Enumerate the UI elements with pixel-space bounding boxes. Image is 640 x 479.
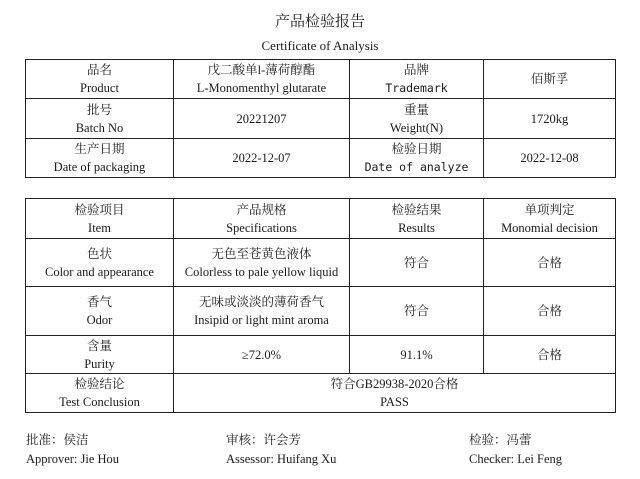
table-row xyxy=(26,60,616,99)
header-decision xyxy=(484,199,616,239)
conclusion-row xyxy=(26,374,616,413)
assessor-en: Assessor: Huifang Xu xyxy=(226,452,337,466)
conclusion-value-cn: 符合GB29938-2020合格 xyxy=(330,377,459,391)
header-item-cn: 检验项目 xyxy=(74,202,125,217)
row-item xyxy=(26,239,174,287)
approver-signature xyxy=(26,431,119,469)
product-value-en: L-Monomenthyl glutarate xyxy=(196,81,327,95)
production-date-value: 2022-12-07 xyxy=(174,139,350,178)
product-label-en: Product xyxy=(80,81,119,95)
brand-label xyxy=(350,60,484,99)
approver-en: Approver: Jie Hou xyxy=(26,452,120,466)
header-decision-en: Monomial decision xyxy=(501,220,598,235)
header-spec-cn: 产品规格 xyxy=(236,202,287,217)
analyze-date-value: 2022-12-08 xyxy=(484,139,616,178)
header-results xyxy=(350,199,484,239)
row-item xyxy=(26,287,174,336)
row-spec-cn: 无色至苍黄色液体 xyxy=(211,246,312,261)
checker-signature xyxy=(469,431,562,469)
checker-en: Checker: Lei Feng xyxy=(469,452,563,466)
brand-label-cn: 品牌 xyxy=(403,63,429,77)
batch-label-cn: 批号 xyxy=(86,102,112,117)
row-result: 91.1% xyxy=(350,336,484,374)
weight-label xyxy=(350,99,484,139)
weight-value: 1720kg xyxy=(484,99,616,139)
product-value xyxy=(174,60,350,99)
conclusion-value-en: PASS xyxy=(380,395,409,409)
table-row xyxy=(26,139,616,178)
analyze-date-label-cn: 检验日期 xyxy=(391,142,442,156)
assessor-cn: 审核：许会芳 xyxy=(226,433,302,447)
row-item-cn: 香气 xyxy=(86,295,112,309)
row-spec-en: Colorless to pale yellow liquid xyxy=(184,264,339,279)
production-date-label-en: Date of packaging xyxy=(53,160,146,174)
brand-value: 佰斯孚 xyxy=(484,60,616,99)
header-result-cn: 检验结果 xyxy=(391,202,442,217)
batch-value: 20221207 xyxy=(174,99,350,139)
product-label xyxy=(26,60,174,99)
row-item-cn: 含量 xyxy=(86,338,112,353)
header-spec-en: Specifications xyxy=(226,220,297,235)
row-item-en: Color and appearance xyxy=(45,264,154,279)
conclusion-label-en: Test Conclusion xyxy=(59,395,140,409)
row-spec-cn: 无味或淡淡的薄荷香气 xyxy=(198,295,324,309)
analyze-date-label-en: Date of analyze xyxy=(364,160,469,174)
row-spec-en: Insipid or light mint aroma xyxy=(194,313,329,327)
batch-label-en: Batch No xyxy=(75,120,124,135)
production-date-label-cn: 生产日期 xyxy=(74,142,125,156)
row-decision: 合格 xyxy=(484,287,616,336)
table-row xyxy=(26,99,616,139)
header-result-en: Results xyxy=(398,220,435,235)
weight-label-en: Weight(N) xyxy=(389,120,444,135)
row-result: 符合 xyxy=(350,287,484,336)
row-result: 符合 xyxy=(350,239,484,287)
product-info-table xyxy=(25,59,616,178)
table-header-row xyxy=(26,199,616,239)
production-date-label xyxy=(26,139,174,178)
weight-label-cn: 重量 xyxy=(403,102,429,117)
product-value-cn: 戊二酸单l-薄荷醇酯 xyxy=(207,63,316,77)
analyze-date-label xyxy=(350,139,484,178)
checker-cn: 检验：冯蕾 xyxy=(469,433,532,447)
row-spec xyxy=(174,239,350,287)
row-spec: ≥72.0% xyxy=(174,336,350,374)
row-decision: 合格 xyxy=(484,239,616,287)
conclusion-value xyxy=(174,374,616,413)
row-item-en: Odor xyxy=(86,313,113,327)
conclusion-label-cn: 检验结论 xyxy=(74,377,125,391)
assessor-signature xyxy=(226,431,336,469)
product-label-cn: 品名 xyxy=(86,63,112,77)
brand-label-en: Trademark xyxy=(385,81,448,95)
conclusion-label xyxy=(26,374,174,413)
header-item xyxy=(26,199,174,239)
report-title-cn: 产品检验报告 xyxy=(274,14,365,30)
header-item-en: Item xyxy=(88,220,111,235)
header-decision-cn: 单项判定 xyxy=(524,202,575,217)
table-row xyxy=(26,239,616,287)
row-decision: 合格 xyxy=(484,336,616,374)
row-item xyxy=(26,336,174,374)
row-item-en: Purity xyxy=(84,356,115,371)
row-spec xyxy=(174,287,350,336)
row-item-cn: 色状 xyxy=(86,246,112,261)
report-title-en: Certificate of Analysis xyxy=(261,38,379,53)
header-specifications xyxy=(174,199,350,239)
approver-cn: 批准：侯洁 xyxy=(26,433,89,447)
table-row xyxy=(26,287,616,336)
analysis-table xyxy=(25,198,616,413)
batch-label xyxy=(26,99,174,139)
table-row xyxy=(26,336,616,374)
